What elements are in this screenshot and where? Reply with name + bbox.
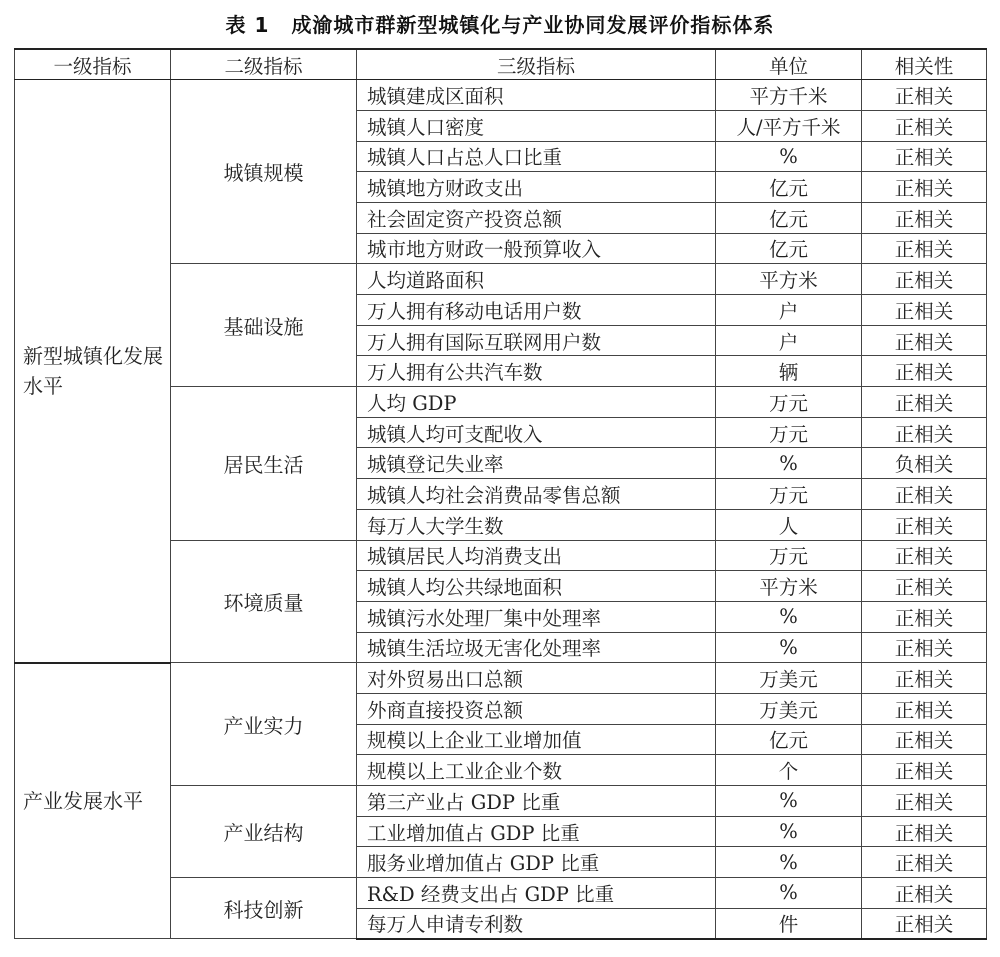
correlation-cell: 正相关 [862, 264, 987, 295]
unit-cell: 人/平方千米 [716, 110, 862, 141]
indicator-table [14, 48, 987, 940]
correlation-cell: 正相关 [862, 202, 987, 233]
unit-cell: 亿元 [716, 233, 862, 264]
unit-cell: % [716, 632, 862, 663]
correlation-cell: 正相关 [862, 755, 987, 786]
level3-indicator: 万人拥有国际互联网用户数 [357, 325, 716, 356]
correlation-cell: 正相关 [862, 786, 987, 817]
correlation-cell: 正相关 [862, 878, 987, 909]
level3-indicator: 社会固定资产投资总额 [357, 202, 716, 233]
level2-indicator: 产业实力 [171, 663, 357, 786]
correlation-cell: 正相关 [862, 417, 987, 448]
unit-cell: % [716, 786, 862, 817]
correlation-cell: 正相关 [862, 724, 987, 755]
level3-indicator: 规模以上工业企业个数 [357, 755, 716, 786]
level1-indicator: 产业发展水平 [15, 663, 171, 939]
correlation-cell: 正相关 [862, 908, 987, 939]
unit-cell: 万美元 [716, 663, 862, 694]
correlation-cell: 正相关 [862, 387, 987, 418]
level3-indicator: 人均 GDP [357, 387, 716, 418]
level3-indicator: 城镇人均可支配收入 [357, 417, 716, 448]
header-unit: 单位 [716, 49, 862, 80]
unit-cell: 万元 [716, 387, 862, 418]
level3-indicator: 对外贸易出口总额 [357, 663, 716, 694]
table-number: 表 1 [225, 13, 270, 37]
unit-cell: % [716, 816, 862, 847]
level3-indicator: 万人拥有公共汽车数 [357, 356, 716, 387]
unit-cell: 户 [716, 325, 862, 356]
header-row [15, 49, 987, 80]
table-row [15, 80, 987, 111]
level3-indicator: 城镇人口密度 [357, 110, 716, 141]
correlation-cell: 正相关 [862, 479, 987, 510]
level3-indicator: 规模以上企业工业增加值 [357, 724, 716, 755]
unit-cell: 件 [716, 908, 862, 939]
unit-cell: 人 [716, 509, 862, 540]
table-title: 成渝城市群新型城镇化与产业协同发展评价指标体系 [291, 13, 775, 37]
unit-cell: 万元 [716, 417, 862, 448]
correlation-cell: 正相关 [862, 356, 987, 387]
unit-cell: 平方千米 [716, 80, 862, 111]
correlation-cell: 正相关 [862, 540, 987, 571]
unit-cell: 平方米 [716, 571, 862, 602]
unit-cell: % [716, 448, 862, 479]
unit-cell: 万元 [716, 540, 862, 571]
level2-indicator: 居民生活 [171, 387, 357, 540]
correlation-cell: 正相关 [862, 141, 987, 172]
level2-indicator: 基础设施 [171, 264, 357, 387]
correlation-cell: 正相关 [862, 509, 987, 540]
correlation-cell: 正相关 [862, 233, 987, 264]
correlation-cell: 正相关 [862, 80, 987, 111]
unit-cell: 平方米 [716, 264, 862, 295]
level2-indicator: 环境质量 [171, 540, 357, 663]
header-level3: 三级指标 [357, 49, 716, 80]
level3-indicator: 万人拥有移动电话用户数 [357, 295, 716, 326]
unit-cell: 辆 [716, 356, 862, 387]
level3-indicator: 城镇人均社会消费品零售总额 [357, 479, 716, 510]
level3-indicator: 城镇登记失业率 [357, 448, 716, 479]
correlation-cell: 正相关 [862, 110, 987, 141]
level3-indicator: 城镇地方财政支出 [357, 172, 716, 203]
header-level1: 一级指标 [15, 49, 171, 80]
level3-indicator: 第三产业占 GDP 比重 [357, 786, 716, 817]
correlation-cell: 正相关 [862, 693, 987, 724]
unit-cell: % [716, 601, 862, 632]
level3-indicator: 城市地方财政一般预算收入 [357, 233, 716, 264]
unit-cell: % [716, 878, 862, 909]
correlation-cell: 正相关 [862, 295, 987, 326]
header-correlation: 相关性 [862, 49, 987, 80]
correlation-cell: 正相关 [862, 571, 987, 602]
level2-indicator: 产业结构 [171, 786, 357, 878]
level3-indicator: 服务业增加值占 GDP 比重 [357, 847, 716, 878]
correlation-cell: 正相关 [862, 601, 987, 632]
unit-cell: 万元 [716, 479, 862, 510]
level3-indicator: 人均道路面积 [357, 264, 716, 295]
level1-indicator: 新型城镇化发展水平 [15, 80, 171, 663]
level2-indicator: 科技创新 [171, 878, 357, 939]
unit-cell: 亿元 [716, 724, 862, 755]
correlation-cell: 正相关 [862, 847, 987, 878]
unit-cell: 户 [716, 295, 862, 326]
unit-cell: 万美元 [716, 693, 862, 724]
unit-cell: 亿元 [716, 202, 862, 233]
unit-cell: % [716, 141, 862, 172]
level3-indicator: 外商直接投资总额 [357, 693, 716, 724]
table-caption [0, 8, 1000, 42]
correlation-cell: 正相关 [862, 172, 987, 203]
level3-indicator: 城镇污水处理厂集中处理率 [357, 601, 716, 632]
level3-indicator: 城镇居民人均消费支出 [357, 540, 716, 571]
correlation-cell: 正相关 [862, 325, 987, 356]
level3-indicator: R&D 经费支出占 GDP 比重 [357, 878, 716, 909]
correlation-cell: 负相关 [862, 448, 987, 479]
level2-indicator: 城镇规模 [171, 80, 357, 264]
table-body [15, 80, 987, 939]
level3-indicator: 城镇建成区面积 [357, 80, 716, 111]
table-row [15, 663, 987, 694]
level3-indicator: 城镇生活垃圾无害化处理率 [357, 632, 716, 663]
level3-indicator: 每万人申请专利数 [357, 908, 716, 939]
level3-indicator: 每万人大学生数 [357, 509, 716, 540]
level3-indicator: 城镇人均公共绿地面积 [357, 571, 716, 602]
level3-indicator: 城镇人口占总人口比重 [357, 141, 716, 172]
unit-cell: % [716, 847, 862, 878]
unit-cell: 个 [716, 755, 862, 786]
correlation-cell: 正相关 [862, 663, 987, 694]
header-level2: 二级指标 [171, 49, 357, 80]
correlation-cell: 正相关 [862, 632, 987, 663]
level3-indicator: 工业增加值占 GDP 比重 [357, 816, 716, 847]
correlation-cell: 正相关 [862, 816, 987, 847]
unit-cell: 亿元 [716, 172, 862, 203]
